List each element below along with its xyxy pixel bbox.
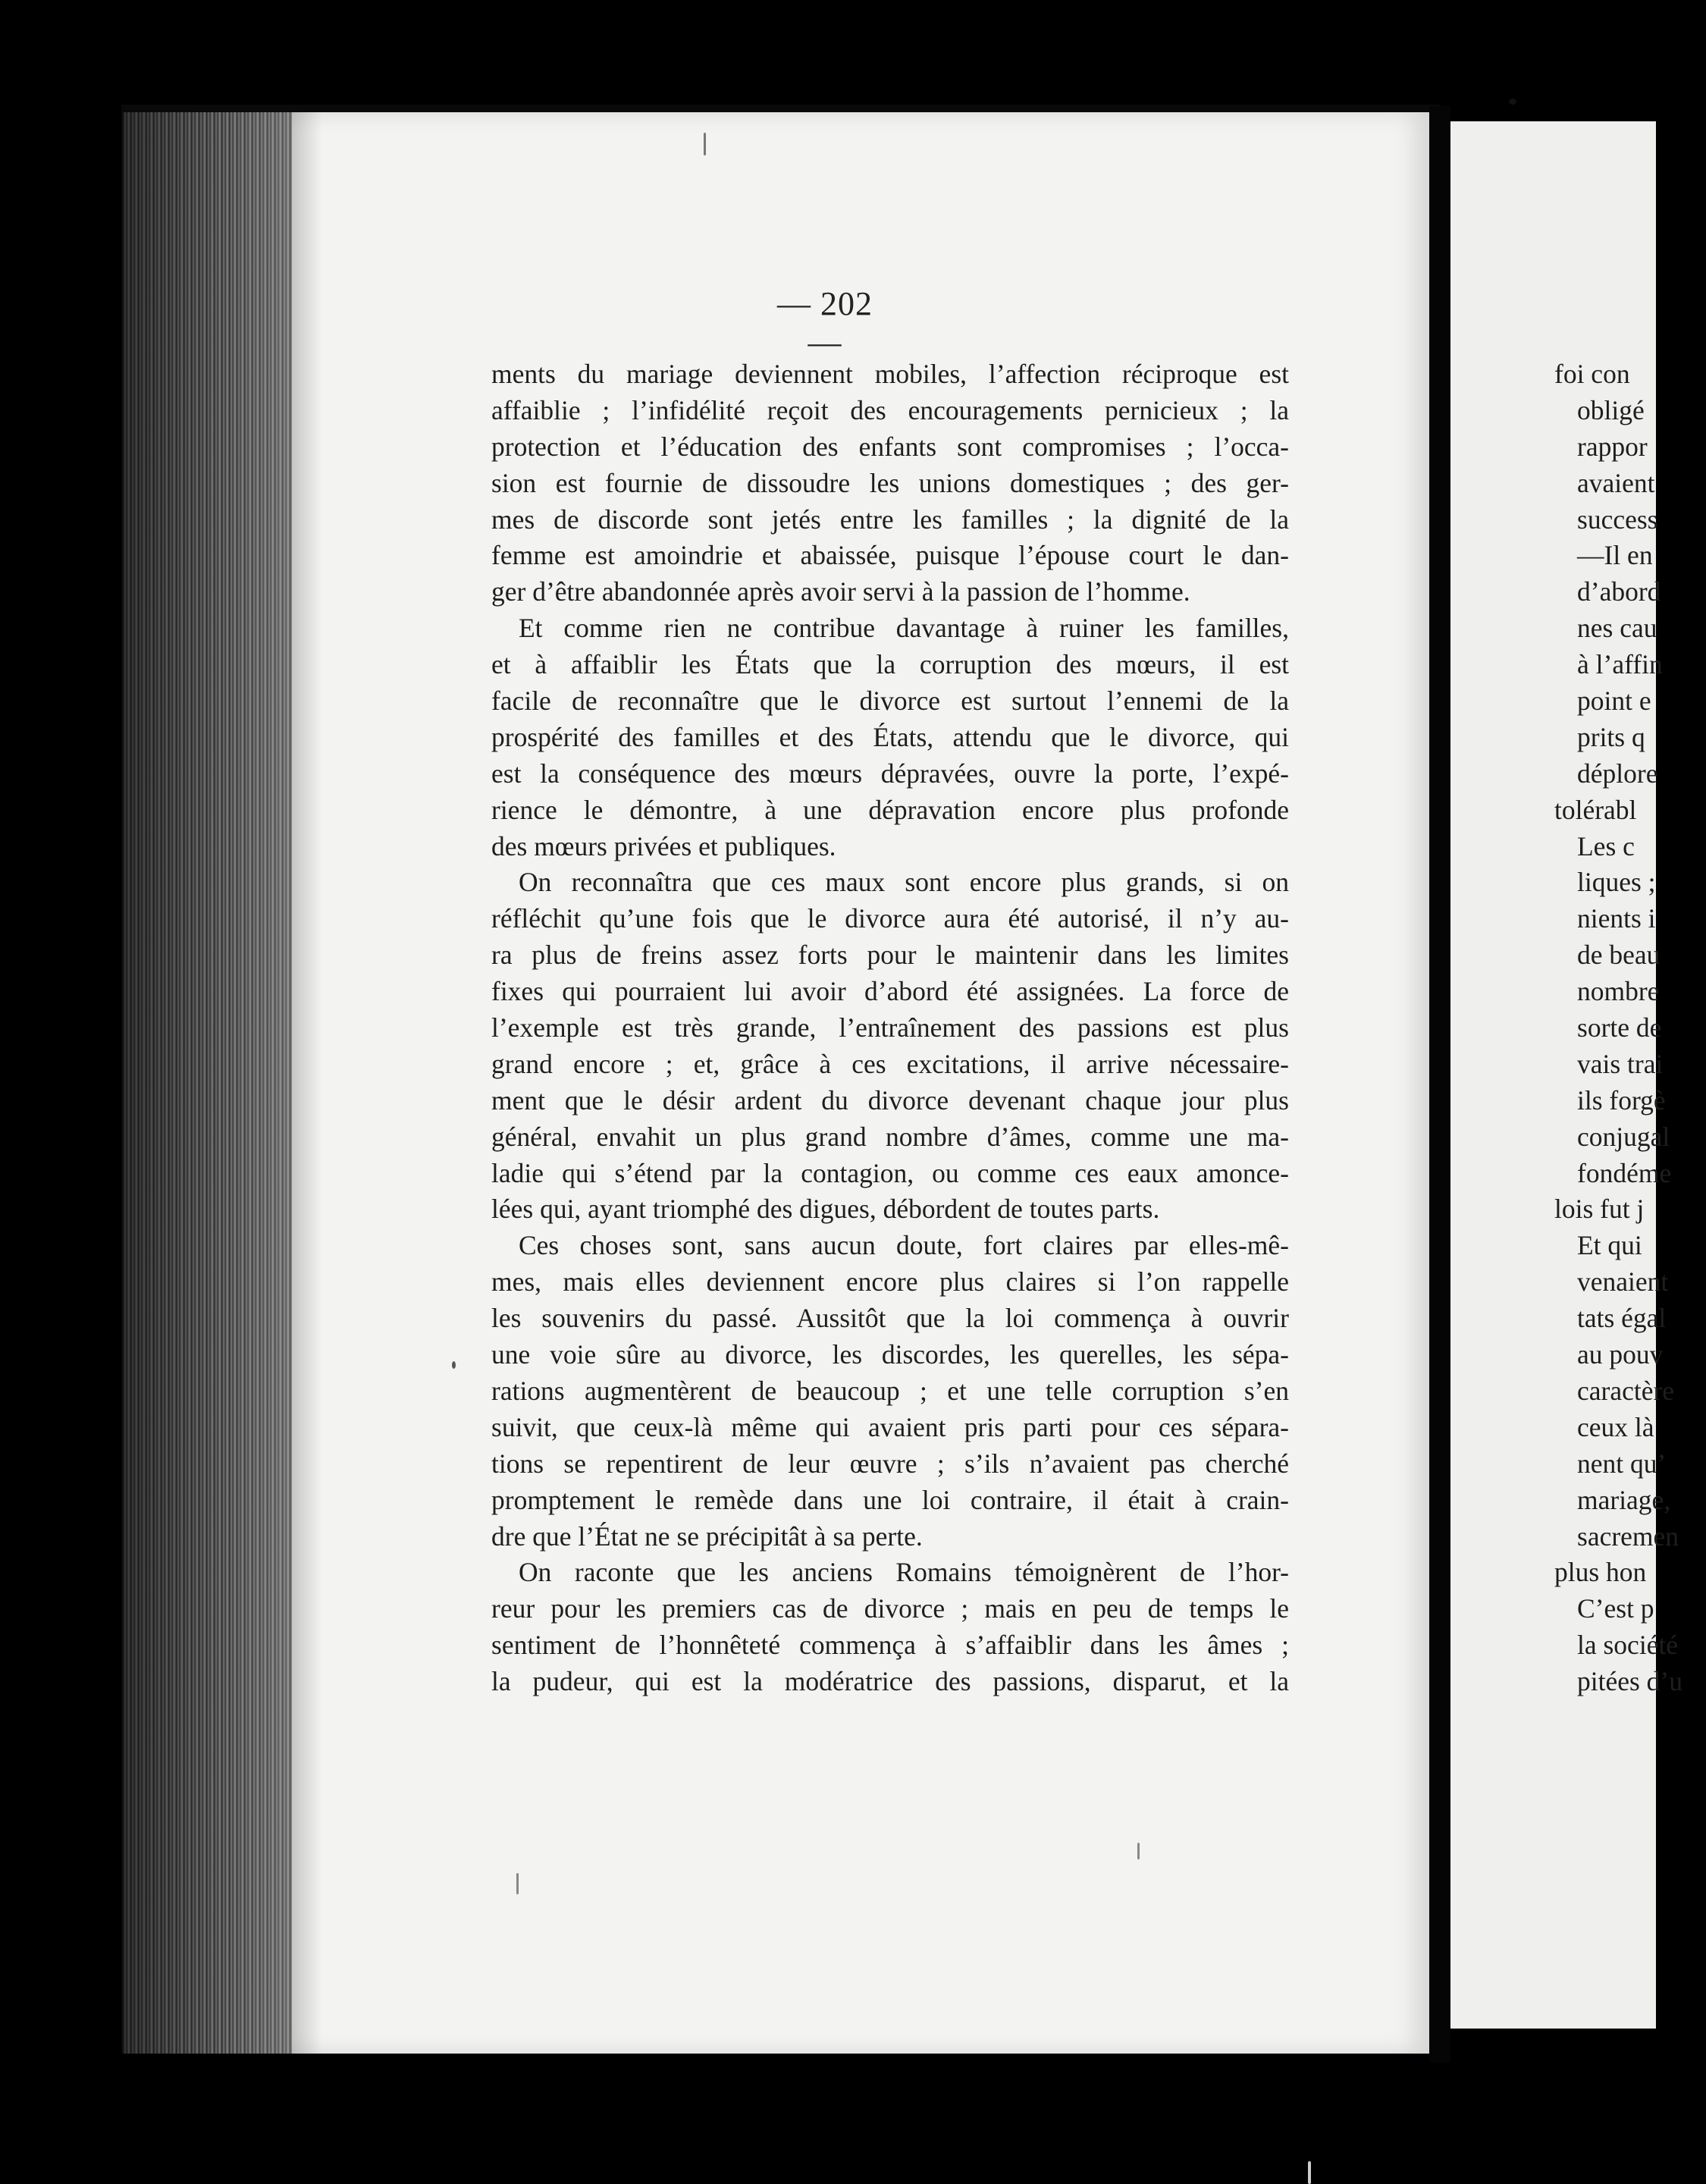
text-line: ra plus de freins assez forts pour le maintenir dans les limites (491, 940, 1289, 971)
dust-speck (1137, 1843, 1140, 1859)
text-line: femme est amoindrie et abaissée, puisque l’épouse court le dan- (491, 540, 1289, 571)
text-line: les souvenirs du passé. Aussitôt que la loi commença à ouvrir (491, 1303, 1289, 1334)
text-line: success (1577, 504, 1658, 535)
text-line: rience le démontre, à une dépravation encore plus profonde (491, 794, 1289, 825)
text-line: l’exemple est très grande, l’entraînement des passions est plus (491, 1012, 1289, 1043)
dust-speck (516, 1873, 519, 1894)
text-line: liques ; (1577, 867, 1656, 898)
text-line: obligé (1577, 394, 1645, 425)
text-line: nent qu’ (1577, 1448, 1667, 1479)
text-line: sentiment de l’honnêteté commença à s’affaiblir dans les âmes ; (491, 1630, 1289, 1661)
text-line: et à affaiblir les États que la corruption des mœurs, il est (491, 649, 1289, 680)
dust-speck (704, 133, 706, 155)
text-line: ments du mariage deviennent mobiles, l’affection réciproque est (491, 359, 1289, 389)
text-line: facile de reconnaître que le divorce est surtout l’ennemi de la (491, 686, 1289, 717)
text-line: fixes qui pourraient lui avoir d’abord été assignées. La force de (491, 976, 1289, 1007)
text-line: sion est fournie de dissoudre les unions domestiques ; des ger- (491, 467, 1289, 498)
text-line: la pudeur, qui est la modératrice des passions, disparut, et la (491, 1666, 1289, 1697)
text-line: ils forgè (1577, 1084, 1666, 1116)
text-line: C’est p (1577, 1593, 1654, 1624)
text-line: rations augmentèrent de beaucoup ; et une telle corruption s’en (491, 1375, 1289, 1406)
text-line: mariage, (1577, 1484, 1671, 1515)
text-line: vais trai (1577, 1048, 1664, 1079)
text-line: grand encore ; et, grâce à ces excitations, il arrive nécessaire- (491, 1048, 1289, 1079)
dust-speck (452, 1361, 456, 1369)
text-line: fondéme (1577, 1157, 1672, 1188)
text-line: dre que l’État ne se précipitât à sa perte. (491, 1520, 923, 1552)
text-line: général, envahit un plus grand nombre d’âmes, comme une ma- (491, 1121, 1289, 1152)
text-line: prits q (1577, 721, 1645, 752)
text-line: foi con (1554, 359, 1630, 389)
text-line: ceux là (1577, 1411, 1654, 1442)
text-line: avaient (1577, 467, 1655, 498)
text-line: affaiblie ; l’infidélité reçoit des encouragements pernicieux ; la (491, 394, 1289, 425)
dust-speck (1509, 99, 1516, 105)
text-line: Ces choses sont, sans aucun doute, fort claires par elles-mê- (519, 1230, 1289, 1261)
text-line: au pouv (1577, 1339, 1664, 1370)
text-line: mes, mais elles deviennent encore plus claires si l’on rappelle (491, 1266, 1289, 1298)
text-line: ger d’être abandonnée après avoir servi à la passion de l’homme. (491, 576, 1190, 607)
text-line: On raconte que les anciens Romains témoignèrent de l’hor- (519, 1557, 1289, 1588)
text-line: promptement le remède dans une loi contraire, il était à crain- (491, 1484, 1289, 1515)
text-line: On reconnaîtra que ces maux sont encore plus grands, si on (519, 867, 1289, 898)
text-line: sorte de (1577, 1012, 1662, 1043)
text-line: la société (1577, 1630, 1679, 1661)
text-line: nes cau (1577, 613, 1657, 644)
text-line: plus hon (1554, 1557, 1647, 1588)
text-line: sacremen (1577, 1520, 1679, 1552)
text-line: des mœurs privées et publiques. (491, 830, 836, 861)
right-page-text (1554, 356, 1706, 1700)
text-line: nombre (1577, 976, 1660, 1007)
text-line: mes de discorde sont jetés entre les familles ; la dignité de la (491, 504, 1289, 535)
dust-speck (1308, 2161, 1311, 2184)
text-line: une voie sûre au divorce, les discordes, les querelles, les sépa- (491, 1339, 1289, 1370)
text-line: d’abord (1577, 576, 1661, 607)
text-line: Les c (1577, 830, 1635, 861)
text-line: pitées d’u (1577, 1666, 1683, 1697)
text-line: déplore (1577, 758, 1658, 789)
text-line: réfléchit qu’une fois que le divorce aura été autorisé, il n’y au- (491, 903, 1289, 934)
text-line: tats égal (1577, 1303, 1667, 1334)
text-line: nients i (1577, 903, 1656, 934)
text-line: est la conséquence des mœurs dépravées, ouvre la porte, l’expé- (491, 758, 1289, 789)
page-edge (123, 112, 294, 2054)
text-line: reur pour les premiers cas de divorce ; mais en peu de temps le (491, 1593, 1289, 1624)
text-line: caractère (1577, 1375, 1675, 1406)
text-line: —Il en (1577, 540, 1653, 571)
text-line: Et qui (1577, 1230, 1642, 1261)
text-line: lois fut j (1554, 1194, 1645, 1225)
text-line: tolérabl (1554, 794, 1637, 825)
text-line: venaient (1577, 1266, 1669, 1298)
text-line: prospérité des familles et des États, attendu que le divorce, qui (491, 721, 1289, 752)
text-line: tions se repentirent de leur œuvre ; s’ils n’avaient pas cherché (491, 1448, 1289, 1479)
text-line: protection et l’éducation des enfants sont compromises ; l’occa- (491, 431, 1289, 462)
left-page-text (491, 356, 1289, 1700)
text-line: de beau (1577, 940, 1661, 971)
text-line: point e (1577, 686, 1651, 717)
text-line: rappor (1577, 431, 1648, 462)
book-gutter (1429, 106, 1450, 2063)
text-line: ladie qui s’étend par la contagion, ou comme ces eaux amonce- (491, 1157, 1289, 1188)
text-line: suivit, que ceux-là même qui avaient pris parti pour ces sépara- (491, 1411, 1289, 1442)
text-line: ment que le désir ardent du divorce devenant chaque jour plus (491, 1084, 1289, 1116)
text-line: lées qui, ayant triomphé des digues, débordent de toutes parts. (491, 1194, 1160, 1225)
page-number: — 202 — (777, 285, 873, 361)
text-line: à l’affin (1577, 649, 1663, 680)
text-line: conjugal (1577, 1121, 1670, 1152)
text-line: Et comme rien ne contribue davantage à ruiner les familles, (519, 613, 1289, 644)
